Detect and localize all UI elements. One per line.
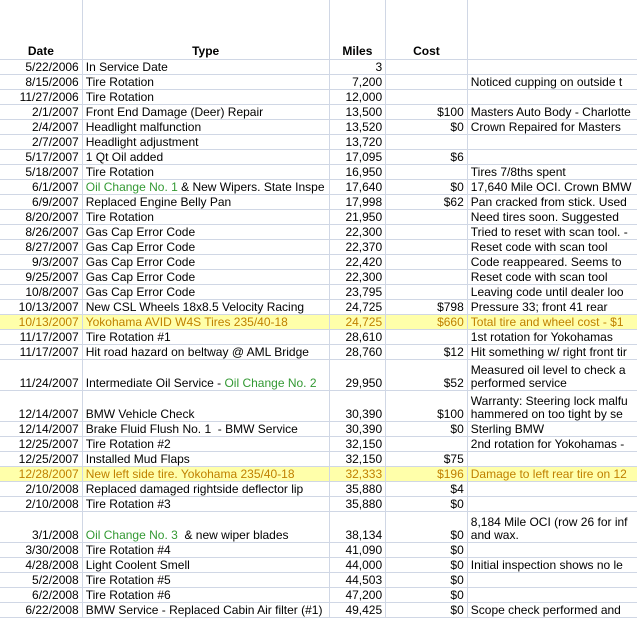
table-row bbox=[0, 285, 637, 300]
notes-line: Scope check performed and bbox=[470, 603, 621, 617]
cell-type[interactable] bbox=[82, 482, 329, 497]
type-text: Installed Mud Flaps bbox=[85, 452, 190, 466]
type-text: Light Coolent Smell bbox=[85, 558, 190, 572]
type-text: Tire Rotation bbox=[85, 75, 154, 89]
cell-type[interactable] bbox=[82, 588, 329, 603]
cell-date[interactable]: 3/30/2008 bbox=[0, 543, 82, 558]
type-text: Tire Rotation #4 bbox=[85, 543, 171, 557]
cell-cost[interactable]: $100 bbox=[386, 391, 468, 422]
notes-line: Noticed cupping on outside t bbox=[470, 75, 623, 89]
cell-notes[interactable] bbox=[467, 135, 637, 150]
cell-type[interactable] bbox=[82, 543, 329, 558]
table-row bbox=[0, 512, 637, 543]
notes-line: 2nd rotation for Yokohamas - bbox=[470, 437, 625, 451]
type-text: Gas Cap Error Code bbox=[85, 270, 196, 284]
cell-cost[interactable]: $196 bbox=[386, 467, 468, 482]
header-row bbox=[0, 0, 637, 60]
oil-change-label: Oil Change No. 2 bbox=[224, 376, 317, 390]
table-row bbox=[0, 422, 637, 437]
cell-miles[interactable]: 44,000 bbox=[329, 558, 386, 573]
notes-line: Damage to left rear tire on 12 bbox=[470, 467, 627, 481]
notes-line: 17,640 Mile OCI. Crown BMW bbox=[470, 180, 632, 194]
cell-notes[interactable] bbox=[467, 165, 637, 180]
cell-cost[interactable] bbox=[386, 60, 468, 75]
type-text: Tire Rotation #2 bbox=[85, 437, 171, 451]
cell-date[interactable]: 11/27/2006 bbox=[0, 90, 82, 105]
cell-notes[interactable] bbox=[467, 603, 637, 618]
cell-notes[interactable] bbox=[467, 300, 637, 315]
cell-date[interactable]: 2/10/2008 bbox=[0, 482, 82, 497]
cell-miles[interactable]: 17,640 bbox=[329, 180, 386, 195]
cell-cost[interactable]: $0 bbox=[386, 422, 468, 437]
type-text: Gas Cap Error Code bbox=[85, 240, 196, 254]
cell-date[interactable]: 8/20/2007 bbox=[0, 210, 82, 225]
type-text: Gas Cap Error Code bbox=[85, 255, 196, 269]
cell-date[interactable]: 6/2/2008 bbox=[0, 588, 82, 603]
cell-date[interactable]: 10/13/2007 bbox=[0, 315, 82, 330]
header-cost[interactable]: Cost bbox=[386, 0, 468, 60]
cell-type[interactable] bbox=[82, 345, 329, 360]
cell-cost[interactable] bbox=[386, 210, 468, 225]
cell-notes[interactable] bbox=[467, 180, 637, 195]
type-text: BMW Service - Replaced Cabin Air filter (#1) bbox=[85, 603, 323, 617]
cell-notes[interactable] bbox=[467, 75, 637, 90]
cell-cost[interactable] bbox=[386, 270, 468, 285]
cell-date[interactable]: 2/4/2007 bbox=[0, 120, 82, 135]
notes-line: Hit something w/ right front tir bbox=[470, 345, 627, 359]
cell-miles[interactable]: 44,503 bbox=[329, 573, 386, 588]
table-row bbox=[0, 60, 637, 75]
notes-line: and wax. bbox=[470, 528, 519, 542]
type-text: Brake Fluid Flush No. 1 - BMW Service bbox=[85, 422, 298, 436]
notes-line: Code reappeared. Seems to bbox=[470, 255, 622, 269]
cell-date[interactable]: 2/7/2007 bbox=[0, 135, 82, 150]
cell-notes[interactable] bbox=[467, 90, 637, 105]
cell-notes[interactable] bbox=[467, 391, 637, 422]
cell-cost[interactable]: $100 bbox=[386, 105, 468, 120]
cell-miles[interactable]: 24,725 bbox=[329, 315, 386, 330]
cell-type[interactable] bbox=[82, 422, 329, 437]
cell-miles[interactable]: 32,150 bbox=[329, 437, 386, 452]
cell-cost[interactable] bbox=[386, 437, 468, 452]
cell-type[interactable] bbox=[82, 195, 329, 210]
header-notes[interactable] bbox=[467, 0, 637, 60]
type-text: New CSL Wheels 18x8.5 Velocity Racing bbox=[85, 300, 305, 314]
cell-date[interactable]: 9/3/2007 bbox=[0, 255, 82, 270]
cell-date[interactable]: 11/24/2007 bbox=[0, 360, 82, 391]
table-row bbox=[0, 240, 637, 255]
cell-type[interactable] bbox=[82, 300, 329, 315]
type-text: Tire Rotation #3 bbox=[85, 497, 171, 511]
cell-cost[interactable] bbox=[386, 330, 468, 345]
cell-cost[interactable]: $0 bbox=[386, 558, 468, 573]
cell-date[interactable]: 10/8/2007 bbox=[0, 285, 82, 300]
table-row bbox=[0, 105, 637, 120]
table-row bbox=[0, 437, 637, 452]
oil-change-label: Oil Change No. 1 bbox=[85, 180, 178, 194]
type-text: Replaced Engine Belly Pan bbox=[85, 195, 232, 209]
cell-date[interactable]: 3/1/2008 bbox=[0, 512, 82, 543]
notes-line: Measured oil level to check a bbox=[470, 363, 626, 377]
type-text: Headlight adjustment bbox=[85, 135, 199, 149]
table-row bbox=[0, 225, 637, 240]
notes-line: Warranty: Steering lock malfu bbox=[470, 394, 628, 408]
cell-date[interactable]: 8/26/2007 bbox=[0, 225, 82, 240]
type-text: Gas Cap Error Code bbox=[85, 285, 196, 299]
cell-type[interactable] bbox=[82, 105, 329, 120]
cell-notes[interactable] bbox=[467, 105, 637, 120]
table-row bbox=[0, 452, 637, 467]
type-text: & new wiper blades bbox=[177, 528, 289, 542]
notes-line: Reset code with scan tool bbox=[470, 240, 608, 254]
notes-line: Pressure 33; front 41 rear bbox=[470, 300, 608, 314]
table-row bbox=[0, 300, 637, 315]
notes-line: Crown Repaired for Masters bbox=[470, 120, 621, 134]
cell-date[interactable]: 6/22/2008 bbox=[0, 603, 82, 618]
cell-notes[interactable] bbox=[467, 467, 637, 482]
cell-type[interactable] bbox=[82, 150, 329, 165]
cell-notes[interactable] bbox=[467, 330, 637, 345]
table-row bbox=[0, 603, 637, 618]
cell-type[interactable] bbox=[82, 285, 329, 300]
cell-miles[interactable]: 24,725 bbox=[329, 300, 386, 315]
table-row bbox=[0, 588, 637, 603]
cell-cost[interactable]: $660 bbox=[386, 315, 468, 330]
notes-line: Need tires soon. Suggested bbox=[470, 210, 619, 224]
cell-miles[interactable]: 21,950 bbox=[329, 210, 386, 225]
cell-date[interactable]: 8/27/2007 bbox=[0, 240, 82, 255]
cell-notes[interactable] bbox=[467, 150, 637, 165]
cell-date[interactable]: 12/25/2007 bbox=[0, 437, 82, 452]
table-row bbox=[0, 255, 637, 270]
type-text: Intermediate Oil Service - bbox=[85, 376, 225, 390]
cell-date[interactable]: 2/1/2007 bbox=[0, 105, 82, 120]
type-text: Tire Rotation #5 bbox=[85, 573, 171, 587]
cell-date[interactable]: 4/28/2008 bbox=[0, 558, 82, 573]
notes-line: Sterling BMW bbox=[470, 422, 545, 436]
cell-type[interactable] bbox=[82, 210, 329, 225]
table-row bbox=[0, 573, 637, 588]
cell-date[interactable]: 5/17/2007 bbox=[0, 150, 82, 165]
cell-type[interactable] bbox=[82, 452, 329, 467]
type-text: Hit road hazard on beltway @ AML Bridge bbox=[85, 345, 309, 359]
cell-date[interactable]: 11/17/2007 bbox=[0, 345, 82, 360]
notes-line: Pan cracked from stick. Used bbox=[470, 195, 627, 209]
type-text: Gas Cap Error Code bbox=[85, 225, 196, 239]
cell-cost[interactable]: $0 bbox=[386, 543, 468, 558]
table-row bbox=[0, 120, 637, 135]
notes-line: Leaving code until dealer loo bbox=[470, 285, 624, 299]
cell-type[interactable] bbox=[82, 573, 329, 588]
cell-type[interactable] bbox=[82, 360, 329, 391]
cell-notes[interactable] bbox=[467, 120, 637, 135]
type-text: BMW Vehicle Check bbox=[85, 407, 195, 421]
table-row bbox=[0, 558, 637, 573]
type-text: Tire Rotation bbox=[85, 165, 154, 179]
cell-notes[interactable] bbox=[467, 270, 637, 285]
notes-line: Total tire and wheel cost - $1 bbox=[470, 315, 624, 329]
header-type[interactable]: Type bbox=[82, 0, 329, 60]
cell-notes[interactable] bbox=[467, 285, 637, 300]
type-text: Replaced damaged rightside deflector lip bbox=[85, 482, 304, 496]
cell-type[interactable] bbox=[82, 225, 329, 240]
cell-miles[interactable]: 13,720 bbox=[329, 135, 386, 150]
cell-notes[interactable] bbox=[467, 225, 637, 240]
cell-cost[interactable] bbox=[386, 90, 468, 105]
cell-cost[interactable]: $798 bbox=[386, 300, 468, 315]
cell-notes[interactable] bbox=[467, 422, 637, 437]
cell-miles[interactable]: 49,425 bbox=[329, 603, 386, 618]
cell-type[interactable] bbox=[82, 467, 329, 482]
cell-type[interactable] bbox=[82, 512, 329, 543]
table-row bbox=[0, 391, 637, 422]
type-text: Tire Rotation bbox=[85, 210, 154, 224]
table-row bbox=[0, 345, 637, 360]
cell-type[interactable] bbox=[82, 603, 329, 618]
oil-change-label: Oil Change No. 3 bbox=[85, 528, 178, 542]
table-row bbox=[0, 90, 637, 105]
cell-miles[interactable]: 22,420 bbox=[329, 255, 386, 270]
notes-line: hammered on too tight by se bbox=[470, 407, 623, 421]
table-row bbox=[0, 467, 637, 482]
cell-miles[interactable]: 41,090 bbox=[329, 543, 386, 558]
cell-notes[interactable] bbox=[467, 195, 637, 210]
type-text: & New Wipers. State Inspe bbox=[177, 180, 325, 194]
cell-notes[interactable] bbox=[467, 588, 637, 603]
cell-type[interactable] bbox=[82, 330, 329, 345]
cell-notes[interactable] bbox=[467, 482, 637, 497]
type-text: 1 Qt Oil added bbox=[85, 150, 164, 164]
cell-date[interactable]: 8/15/2006 bbox=[0, 75, 82, 90]
cell-miles[interactable]: 47,200 bbox=[329, 588, 386, 603]
cell-miles[interactable]: 13,520 bbox=[329, 120, 386, 135]
cell-date[interactable]: 12/14/2007 bbox=[0, 422, 82, 437]
cell-miles[interactable]: 28,610 bbox=[329, 330, 386, 345]
cell-date[interactable]: 12/14/2007 bbox=[0, 391, 82, 422]
notes-line: performed service bbox=[470, 376, 567, 390]
cell-notes[interactable] bbox=[467, 315, 637, 330]
notes-line: 1st rotation for Yokohamas bbox=[470, 330, 613, 344]
type-text: Tire Rotation #6 bbox=[85, 588, 171, 602]
cell-notes[interactable] bbox=[467, 210, 637, 225]
cell-miles[interactable]: 12,000 bbox=[329, 90, 386, 105]
cell-notes[interactable] bbox=[467, 345, 637, 360]
notes-line: Masters Auto Body - Charlotte bbox=[470, 105, 631, 119]
table-row bbox=[0, 150, 637, 165]
cell-date[interactable]: 2/10/2008 bbox=[0, 497, 82, 512]
cell-miles[interactable]: 22,300 bbox=[329, 225, 386, 240]
cell-miles[interactable]: 22,370 bbox=[329, 240, 386, 255]
cell-notes[interactable] bbox=[467, 240, 637, 255]
table-row bbox=[0, 315, 637, 330]
table-row bbox=[0, 497, 637, 512]
cell-cost[interactable] bbox=[386, 75, 468, 90]
cell-miles[interactable]: 13,500 bbox=[329, 105, 386, 120]
table-row bbox=[0, 135, 637, 150]
cell-type[interactable] bbox=[82, 75, 329, 90]
type-text: Tire Rotation bbox=[85, 90, 154, 104]
cell-miles[interactable]: 30,390 bbox=[329, 422, 386, 437]
cell-cost[interactable]: $4 bbox=[386, 482, 468, 497]
type-text: Front End Damage (Deer) Repair bbox=[85, 105, 264, 119]
cell-miles[interactable]: 29,950 bbox=[329, 360, 386, 391]
cell-date[interactable]: 9/25/2007 bbox=[0, 270, 82, 285]
table-row bbox=[0, 270, 637, 285]
cell-notes[interactable] bbox=[467, 558, 637, 573]
cell-type[interactable] bbox=[82, 90, 329, 105]
cell-date[interactable]: 5/18/2007 bbox=[0, 165, 82, 180]
cell-miles[interactable]: 32,333 bbox=[329, 467, 386, 482]
cell-cost[interactable] bbox=[386, 255, 468, 270]
cell-miles[interactable]: 30,390 bbox=[329, 391, 386, 422]
cell-type[interactable] bbox=[82, 255, 329, 270]
cell-type[interactable] bbox=[82, 391, 329, 422]
cell-cost[interactable]: $6 bbox=[386, 150, 468, 165]
cell-date[interactable]: 10/13/2007 bbox=[0, 300, 82, 315]
cell-cost[interactable] bbox=[386, 135, 468, 150]
cell-cost[interactable]: $75 bbox=[386, 452, 468, 467]
cell-type[interactable] bbox=[82, 558, 329, 573]
cell-miles[interactable]: 22,300 bbox=[329, 270, 386, 285]
cell-notes[interactable] bbox=[467, 60, 637, 75]
cell-date[interactable]: 11/17/2007 bbox=[0, 330, 82, 345]
cell-notes[interactable] bbox=[467, 512, 637, 543]
type-text: In Service Date bbox=[85, 60, 168, 74]
header-miles[interactable]: Miles bbox=[329, 0, 386, 60]
cell-cost[interactable] bbox=[386, 240, 468, 255]
cell-cost[interactable]: $0 bbox=[386, 120, 468, 135]
table-row bbox=[0, 165, 637, 180]
cell-type[interactable] bbox=[82, 270, 329, 285]
cell-cost[interactable]: $62 bbox=[386, 195, 468, 210]
table-row bbox=[0, 180, 637, 195]
table-row bbox=[0, 330, 637, 345]
cell-date[interactable]: 6/1/2007 bbox=[0, 180, 82, 195]
cell-miles[interactable]: 16,950 bbox=[329, 165, 386, 180]
notes-line: Tires 7/8ths spent bbox=[470, 165, 566, 179]
header-date[interactable]: Date bbox=[0, 0, 82, 60]
cell-type[interactable] bbox=[82, 120, 329, 135]
type-text: Headlight malfunction bbox=[85, 120, 202, 134]
cell-cost[interactable]: $0 bbox=[386, 573, 468, 588]
table-row bbox=[0, 360, 637, 391]
cell-miles[interactable]: 35,880 bbox=[329, 482, 386, 497]
cell-notes[interactable] bbox=[467, 543, 637, 558]
cell-cost[interactable]: $0 bbox=[386, 180, 468, 195]
cell-type[interactable] bbox=[82, 60, 329, 75]
cell-date[interactable]: 6/9/2007 bbox=[0, 195, 82, 210]
cell-notes[interactable] bbox=[467, 497, 637, 512]
type-text: Tire Rotation #1 bbox=[85, 330, 171, 344]
cell-notes[interactable] bbox=[467, 573, 637, 588]
notes-line: Initial inspection shows no le bbox=[470, 558, 623, 572]
type-text: New left side tire. Yokohama 235/40-18 bbox=[85, 467, 295, 481]
cell-cost[interactable] bbox=[386, 225, 468, 240]
cell-miles[interactable]: 32,150 bbox=[329, 452, 386, 467]
cell-cost[interactable]: $0 bbox=[386, 603, 468, 618]
cell-type[interactable] bbox=[82, 240, 329, 255]
cell-notes[interactable] bbox=[467, 437, 637, 452]
cell-notes[interactable] bbox=[467, 452, 637, 467]
table-row bbox=[0, 482, 637, 497]
cell-miles[interactable]: 7,200 bbox=[329, 75, 386, 90]
cell-notes[interactable] bbox=[467, 255, 637, 270]
cell-cost[interactable]: $0 bbox=[386, 588, 468, 603]
cell-date[interactable]: 12/28/2007 bbox=[0, 467, 82, 482]
cell-date[interactable]: 5/2/2008 bbox=[0, 573, 82, 588]
cell-type[interactable] bbox=[82, 135, 329, 150]
type-text: Yokohama AVID W4S Tires 235/40-18 bbox=[85, 315, 288, 329]
table-row bbox=[0, 210, 637, 225]
cell-cost[interactable]: $52 bbox=[386, 360, 468, 391]
notes-line: Reset code with scan tool bbox=[470, 270, 608, 284]
cell-miles[interactable]: 38,134 bbox=[329, 512, 386, 543]
cell-type[interactable] bbox=[82, 180, 329, 195]
cell-miles[interactable]: 23,795 bbox=[329, 285, 386, 300]
cell-type[interactable] bbox=[82, 437, 329, 452]
cell-miles[interactable]: 17,095 bbox=[329, 150, 386, 165]
cell-date[interactable]: 5/22/2006 bbox=[0, 60, 82, 75]
cell-miles[interactable]: 28,760 bbox=[329, 345, 386, 360]
cell-type[interactable] bbox=[82, 315, 329, 330]
cell-cost[interactable]: $0 bbox=[386, 512, 468, 543]
notes-line: 8,184 Mile OCI (row 26 for inf bbox=[470, 515, 628, 529]
cell-notes[interactable] bbox=[467, 360, 637, 391]
notes-line: Tried to reset with scan tool. - bbox=[470, 225, 628, 239]
cell-cost[interactable]: $12 bbox=[386, 345, 468, 360]
cell-miles[interactable]: 35,880 bbox=[329, 497, 386, 512]
cell-cost[interactable] bbox=[386, 285, 468, 300]
table-row bbox=[0, 195, 637, 210]
cell-miles[interactable]: 3 bbox=[329, 60, 386, 75]
cell-date[interactable]: 12/25/2007 bbox=[0, 452, 82, 467]
cell-type[interactable] bbox=[82, 165, 329, 180]
cell-type[interactable] bbox=[82, 497, 329, 512]
table-row bbox=[0, 543, 637, 558]
table-row bbox=[0, 75, 637, 90]
cell-cost[interactable]: $0 bbox=[386, 497, 468, 512]
cell-cost[interactable] bbox=[386, 165, 468, 180]
cell-miles[interactable]: 17,998 bbox=[329, 195, 386, 210]
